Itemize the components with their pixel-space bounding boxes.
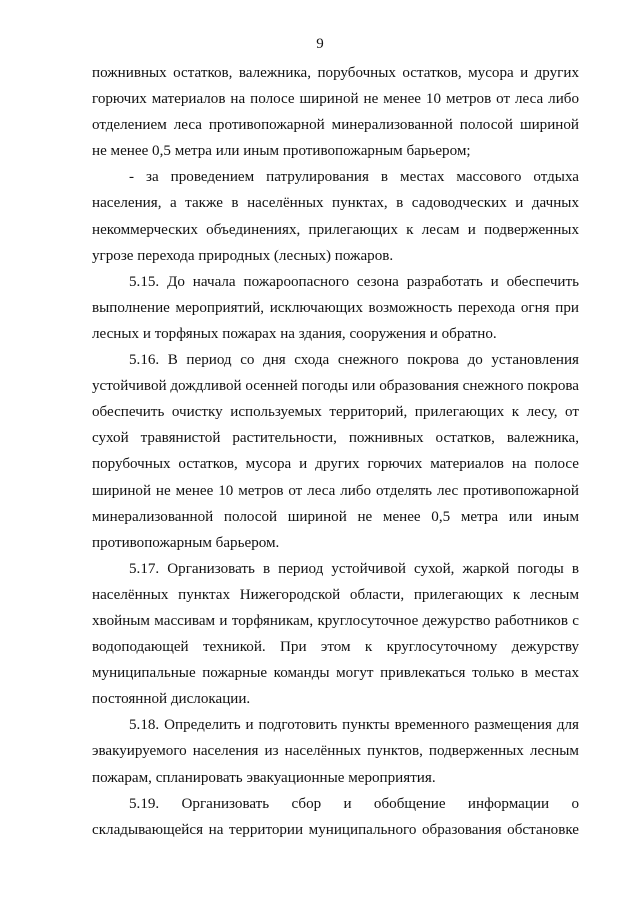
text-line: муниципальные пожарные команды могут привлекаться только в местах — [92, 665, 579, 682]
text-line: отделением леса противопожарной минерализованной полосой шириной — [92, 117, 579, 134]
text-line: выполнение мероприятий, исключающих возможность перехода огня при — [92, 299, 579, 316]
text-line: 5.18. Определить и подготовить пункты временного размещения для — [129, 717, 579, 734]
text-line: населения, а также в населённых пунктах, в садоводческих и дачных — [92, 195, 579, 212]
text-line: некоммерческих объединениях, прилегающих к лесам и подверженных — [92, 221, 579, 238]
text-line: устойчивой дождливой осенней погоды или образования снежного покрова — [92, 378, 579, 395]
text-line: обеспечить очистку используемых территорий, прилегающих к лесу, от — [92, 404, 579, 421]
text-line: населённых пунктах Нижегородской области, прилегающих к лесным — [92, 586, 579, 603]
text-line: минерализованной полосой шириной не менее 0,5 метра или иным — [92, 508, 579, 525]
text-line: эвакуируемого населения из населённых пунктов, подверженных лесным — [92, 743, 579, 760]
text-line: постоянной дислокации. — [92, 691, 251, 708]
text-line: угрозе перехода природных (лесных) пожаров. — [92, 247, 394, 264]
text-line: сухой травянистой растительности, пожнивных остатков, валежника, — [92, 430, 579, 447]
text-line: водоподающей техникой. При этом к круглосуточному дежурству — [92, 639, 579, 656]
text-line: 5.15. До начала пожароопасного сезона разработать и обеспечить — [129, 273, 579, 290]
text-line: лесных и торфяных пожарах на здания, сооружения и обратно. — [92, 325, 497, 342]
text-line: 5.17. Организовать в период устойчивой сухой, жаркой погоды в — [129, 560, 579, 577]
text-line: складывающейся на территории муниципального образования обстановке — [92, 821, 579, 838]
document-body — [92, 60, 579, 843]
text-line: 5.16. В период со дня схода снежного покрова до установления — [129, 352, 579, 369]
text-line: противопожарным барьером. — [92, 534, 280, 551]
text-line: пожнивных остатков, валежника, порубочных остатков, мусора и других — [92, 65, 579, 81]
text-line: 5.19. Организовать сбор и обобщение информации о — [129, 795, 579, 812]
text-line: пожарам, спланировать эвакуационные мероприятия. — [92, 769, 436, 786]
text-line: шириной не менее 10 метров от леса либо отделять лес противопожарной — [92, 482, 579, 499]
text-line: порубочных остатков, мусора и других горючих материалов на полосе — [92, 456, 579, 473]
text-line: хвойным массивам и торфяникам, круглосуточное дежурство работников с — [92, 612, 579, 629]
page-number: 9 — [316, 36, 324, 52]
text-line: горючих материалов на полосе шириной не менее 10 метров от леса либо — [92, 91, 579, 108]
text-line: не менее 0,5 метра или иным противопожарным барьером; — [92, 143, 471, 160]
text-line: - за проведением патрулирования в местах массового отдыха — [129, 169, 579, 186]
